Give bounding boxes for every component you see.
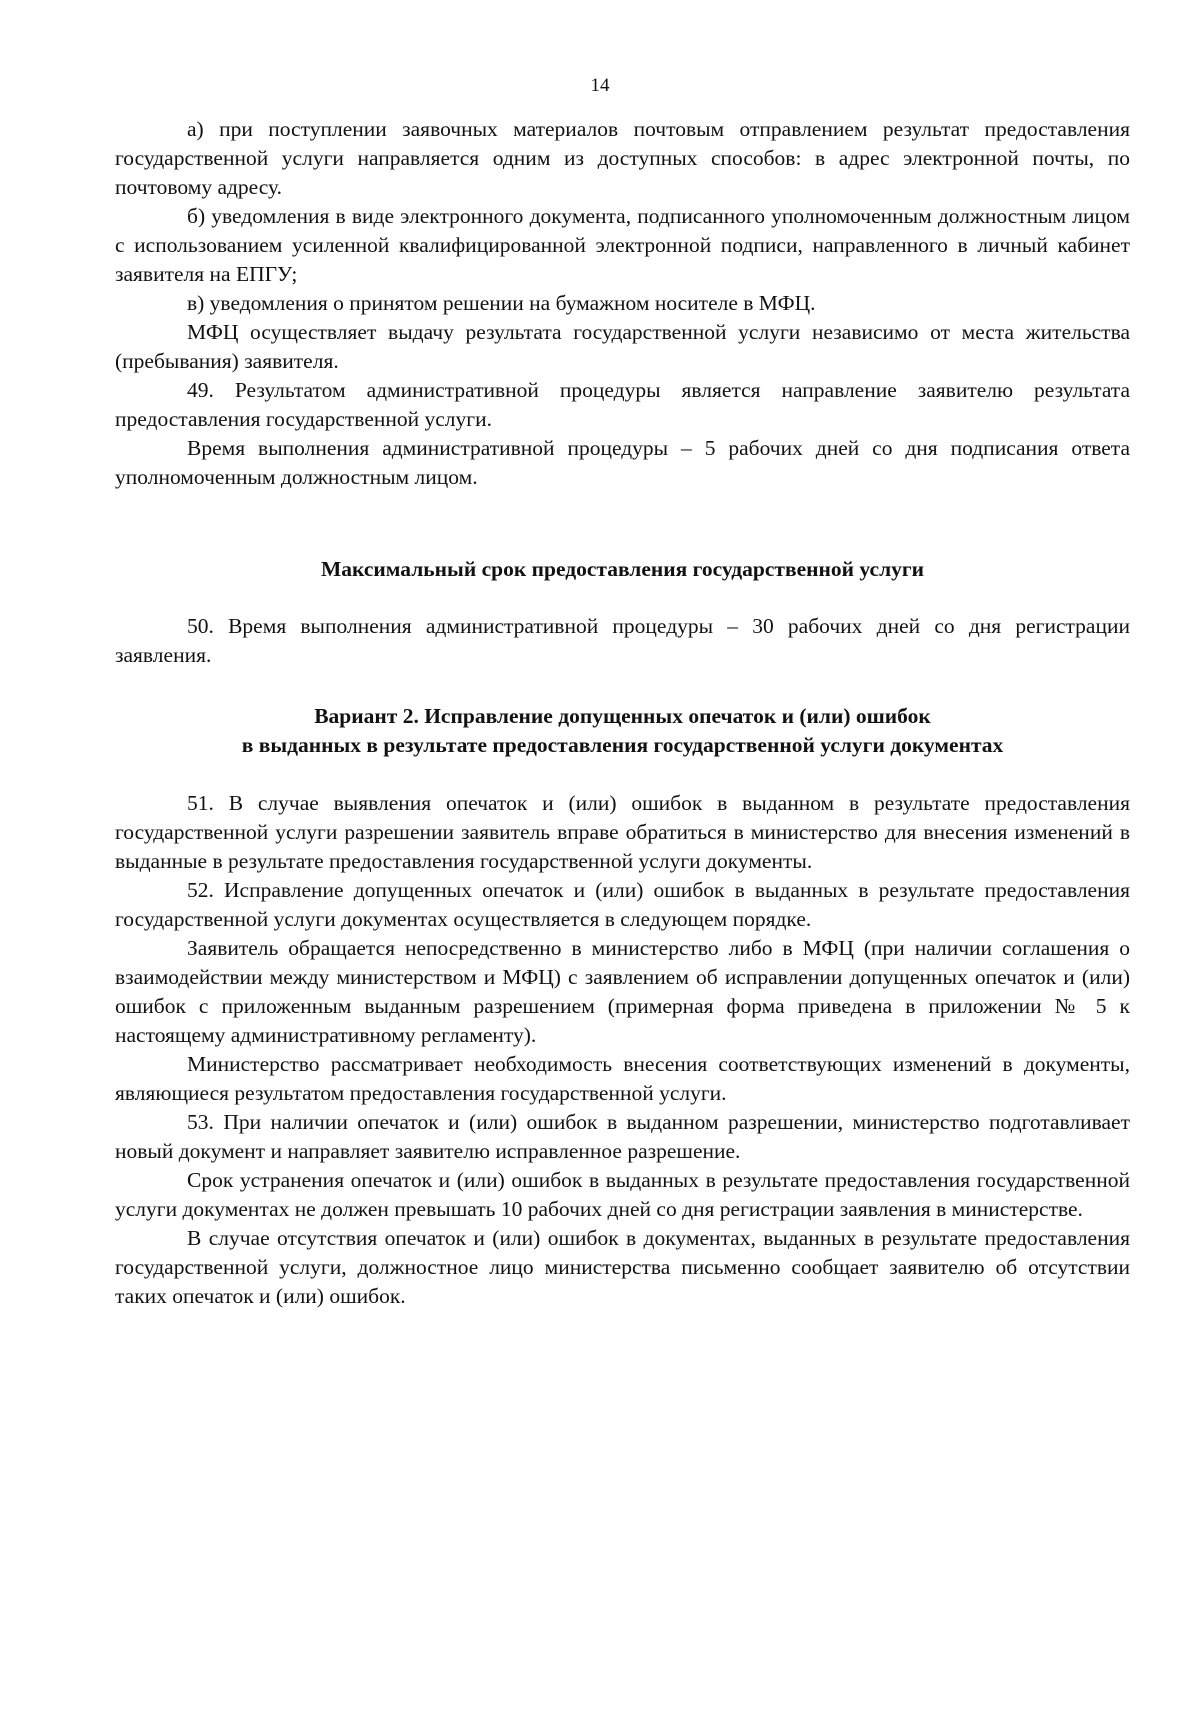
paragraph-ministry-review: Министерство рассматривает необходимость внесения соответствующих изменений в документы, являющиеся результатом предоставления государственной услуги.	[115, 1052, 1130, 1105]
section-variant-2	[115, 789, 1130, 1311]
section-heading-max-term	[115, 555, 1130, 584]
paragraph-49: 49. Результатом административной процедуры является направление заявителю результата предоставления государственной услуги.	[115, 378, 1130, 431]
heading-line-1: Вариант 2. Исправление допущенных опечаток и (или) ошибок	[314, 704, 931, 728]
heading-line-2: в выданных в результате предоставления государственной услуги документах	[241, 733, 1004, 757]
paragraph-48c: в) уведомления о принятом решении на бумажном носителе в МФЦ.	[187, 291, 816, 315]
paragraph-52: 52. Исправление допущенных опечаток и (или) ошибок в выданных в результате предоставления государственной услуги документах осуществляется в следующем порядке.	[115, 878, 1130, 931]
paragraph-50: 50. Время выполнения административной процедуры – 30 рабочих дней со дня регистрации заявления.	[115, 614, 1130, 667]
paragraph-48a: а) при поступлении заявочных материалов почтовым отправлением результат предоставления государственной услуги направляется одним из доступных способов: в адрес электронной почты, по почтовому адресу.	[115, 117, 1130, 199]
section-result-delivery	[115, 115, 1130, 492]
paragraph-49-time: Время выполнения административной процедуры – 5 рабочих дней со дня подписания ответа уполномоченным должностным лицом.	[115, 436, 1130, 489]
page-number: 14	[590, 75, 610, 96]
paragraph-53: 53. При наличии опечаток и (или) ошибок в выданном разрешении, министерство подготавливает новый документ и направляет заявителю исправленное разрешение.	[115, 1110, 1130, 1163]
paragraph-48b: б) уведомления в виде электронного документа, подписанного уполномоченным должностным лицом с использованием усиленной квалифицированной электронной подписи, направленного в личный кабинет заявителя на ЕПГУ;	[115, 204, 1130, 286]
paragraph-applicant: Заявитель обращается непосредственно в министерство либо в МФЦ (при наличии соглашения о взаимодействии между министерством и МФЦ) с заявлением об исправлении допущенных опечаток и (или) ошибок с приложенным выданным разрешением (примерная форма приведена в приложении № 5 к настоящему административному регламенту).	[115, 936, 1130, 1047]
paragraph-no-errors: В случае отсутствия опечаток и (или) ошибок в документах, выданных в результате предоставления государственной услуги, должностное лицо министерства письменно сообщает заявителю об отсутствии таких опечаток и (или) ошибок.	[115, 1226, 1130, 1308]
paragraph-51: 51. В случае выявления опечаток и (или) ошибок в выданном в результате предоставления государственной услуги разрешении заявитель вправе обратиться в министерство для внесения изменений в выданные в результате предоставления государственной услуги документы.	[115, 791, 1130, 873]
heading-line: Максимальный срок предоставления государственной услуги	[320, 557, 925, 581]
paragraph-correction-term: Срок устранения опечаток и (или) ошибок в выданных в результате предоставления государственной услуги документах не должен превышать 10 рабочих дней со дня регистрации заявления в министерстве.	[115, 1168, 1130, 1221]
section-heading-variant-2	[115, 702, 1130, 760]
section-max-term	[115, 612, 1130, 670]
paragraph-mfc-issue: МФЦ осуществляет выдачу результата государственной услуги независимо от места жительства (пребывания) заявителя.	[115, 320, 1130, 373]
